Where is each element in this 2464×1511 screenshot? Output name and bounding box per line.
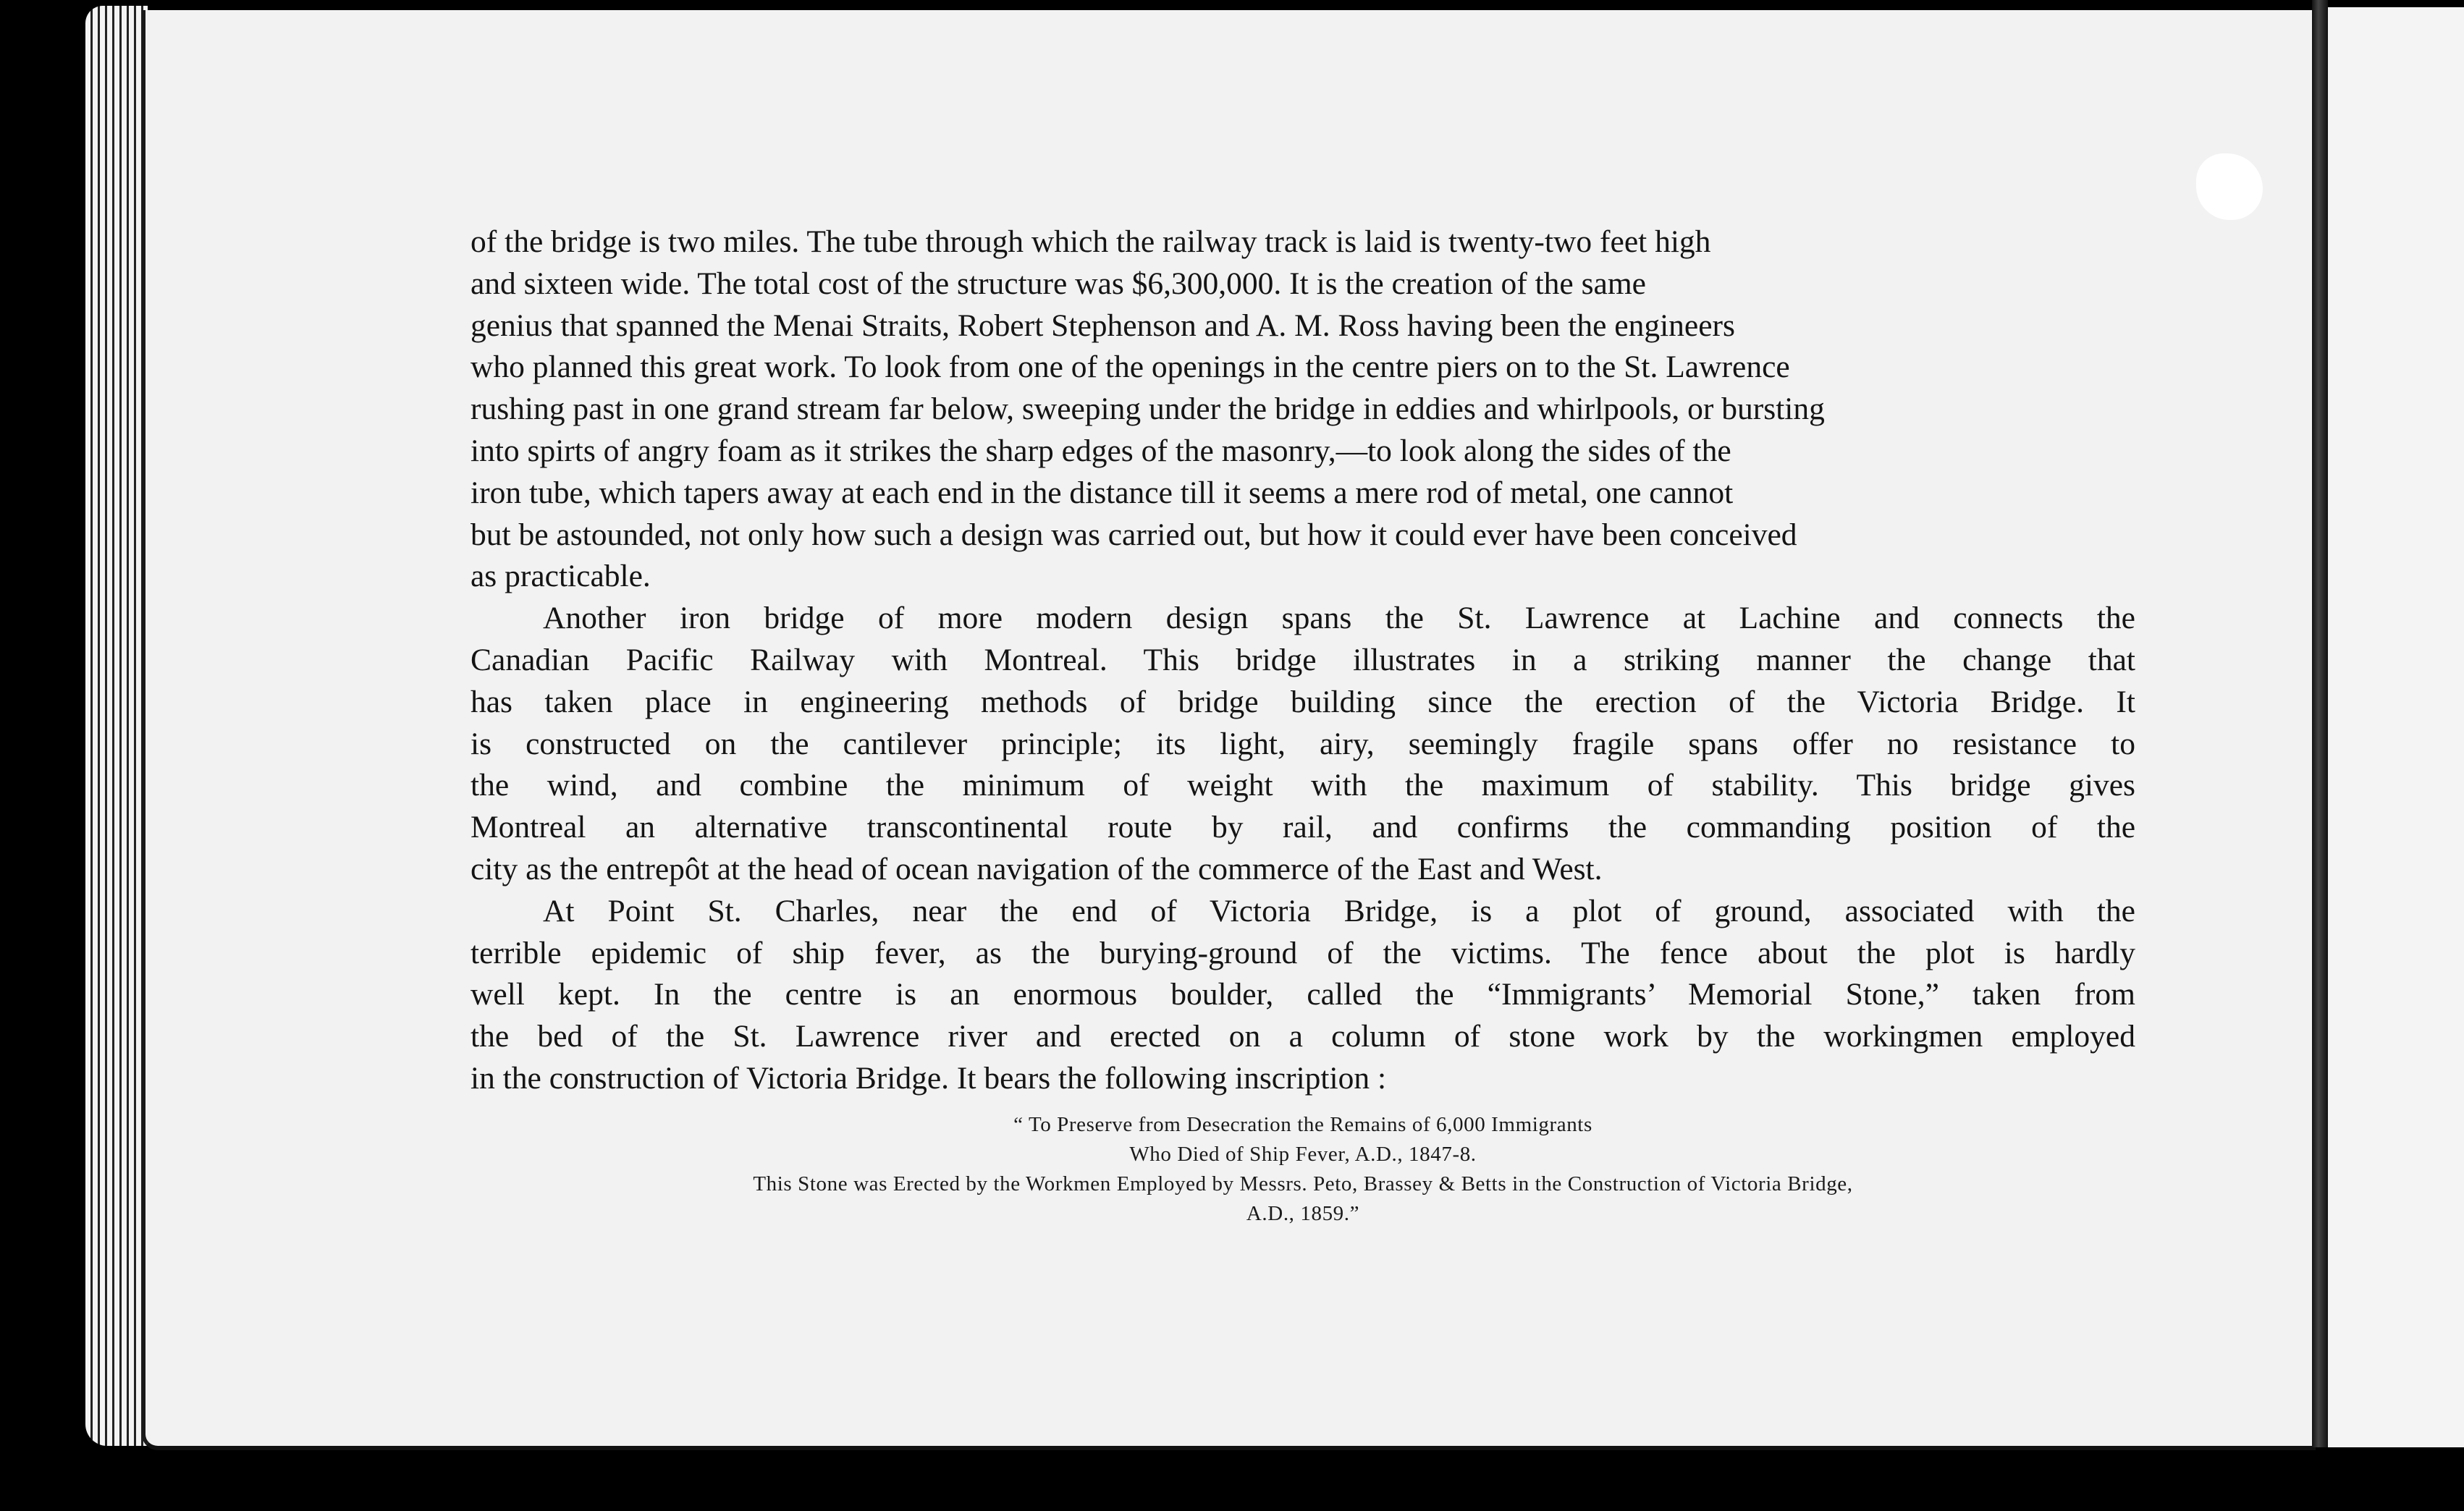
paragraph-1 bbox=[471, 221, 2135, 598]
text-line: city as the entrepôt at the head of ocean navigation of the commerce of the East and West. bbox=[471, 851, 1603, 886]
facing-page bbox=[2328, 7, 2464, 1447]
text-line: of the bridge is two miles. The tube through which the railway track is laid is twenty-two feet high bbox=[471, 224, 1711, 259]
book-page-edges bbox=[85, 6, 148, 1446]
text-line: who planned this great work. To look from one of the openings in the centre piers on to the St. Lawrence bbox=[471, 350, 1790, 385]
text-line: Another iron bridge of more modern design spans the St. Lawrence at Lachine and connects the bbox=[543, 601, 2135, 636]
inscription-line: A.D., 1859.” bbox=[1246, 1202, 1360, 1225]
body-text bbox=[471, 221, 2135, 1100]
memorial-inscription bbox=[471, 1110, 2135, 1229]
inscription-line: “ To Preserve from Desecration the Remains of 6,000 Immigrants bbox=[1013, 1113, 1592, 1136]
text-line: in the construction of Victoria Bridge. It bears the following inscription : bbox=[471, 1060, 1387, 1096]
text-line: At Point St. Charles, near the end of Victoria Bridge, is a plot of ground, associated with the bbox=[543, 893, 2135, 928]
text-line: the wind, and combine the minimum of weight with the maximum of stability. This bridge gives bbox=[471, 768, 2135, 803]
text-line: Canadian Pacific Railway with Montreal. This bridge illustrates in a striking manner the change that bbox=[471, 642, 2135, 677]
book-gutter bbox=[2312, 0, 2328, 1447]
paragraph-3 bbox=[471, 891, 2135, 1100]
text-line: terrible epidemic of ship fever, as the burying-ground of the victims. The fence about the plot is hardly bbox=[471, 935, 2135, 970]
inscription-line: This Stone was Erected by the Workmen Employed by Messrs. Peto, Brassey & Betts in the Construction of Victoria Bridge, bbox=[753, 1172, 1853, 1195]
text-line: Montreal an alternative transcontinental route by rail, and confirms the commanding position of the bbox=[471, 810, 2135, 845]
paragraph-2 bbox=[471, 598, 2135, 891]
text-line: is constructed on the cantilever principle; its light, airy, seemingly fragile spans offer no resistance to bbox=[471, 726, 2135, 761]
text-line: genius that spanned the Menai Straits, Robert Stephenson and A. M. Ross having been the engineers bbox=[471, 308, 1735, 343]
text-line: and sixteen wide. The total cost of the structure was $6,300,000. It is the creation of the same bbox=[471, 266, 1646, 301]
text-line: but be astounded, not only how such a design was carried out, but how it could ever have been conceived bbox=[471, 517, 1797, 552]
text-line: has taken place in engineering methods of bridge building since the erection of the Victoria Bridge. It bbox=[471, 684, 2135, 719]
text-line: into spirts of angry foam as it strikes the sharp edges of the masonry,—to look along the sides of the bbox=[471, 433, 1731, 468]
text-line: rushing past in one grand stream far below, sweeping under the bridge in eddies and whirlpools, or bursting bbox=[471, 391, 1825, 427]
text-line: the bed of the St. Lawrence river and erected on a column of stone work by the workingmen employed bbox=[471, 1019, 2135, 1054]
text-line: iron tube, which tapers away at each end in the distance till it seems a mere rod of metal, one cannot bbox=[471, 475, 1734, 510]
text-line: as practicable. bbox=[471, 559, 651, 594]
text-line: well kept. In the centre is an enormous boulder, called the “Immigrants’ Memorial Stone,” taken from bbox=[471, 977, 2135, 1012]
inscription-line: Who Died of Ship Fever, A.D., 1847-8. bbox=[1129, 1143, 1477, 1166]
